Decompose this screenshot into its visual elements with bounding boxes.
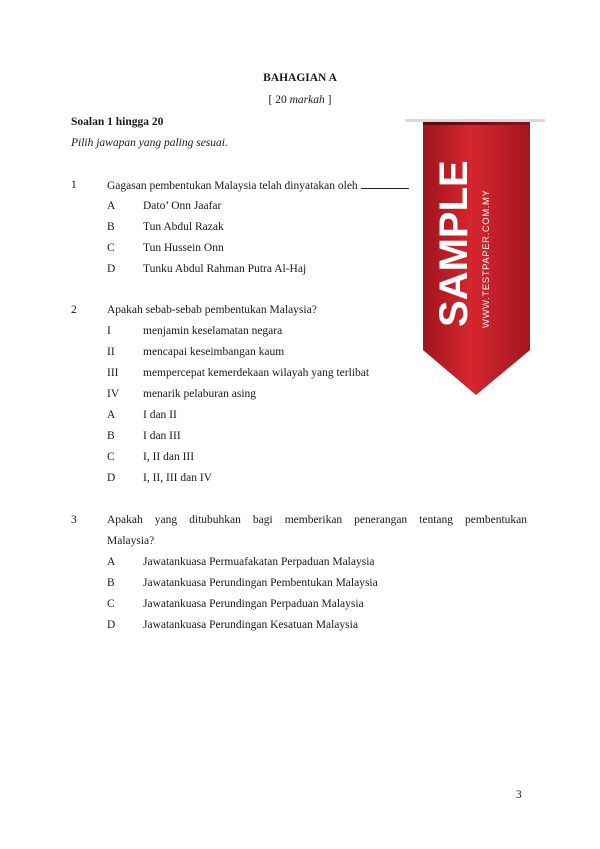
question-number: 2 [71, 304, 77, 316]
statement-numeral: IV [107, 388, 120, 400]
option-text: Tunku Abdul Rahman Putra Al-Haj [143, 263, 307, 275]
statement-text: menjamin keselamatan negara [143, 325, 283, 337]
option-letter: D [107, 263, 116, 275]
option-letter: A [107, 200, 116, 212]
section-title: BAHAGIAN A [263, 72, 337, 84]
question-text: Apakah sebab-sebab pembentukan Malaysia? [107, 304, 317, 316]
statement-numeral: II [107, 346, 115, 358]
question-text-content: Gagasan pembentukan Malaysia telah dinyatakan oleh [107, 180, 358, 192]
option-letter: D [107, 472, 116, 484]
option-text: Jawatankuasa Permuafakatan Perpaduan Malaysia [143, 556, 375, 568]
option-letter: B [107, 430, 115, 442]
ribbon-main-text: SAMPLE [432, 160, 476, 327]
page-number: 3 [516, 789, 522, 801]
statement-numeral: I [107, 325, 111, 337]
option-text: I, II, III dan IV [143, 472, 212, 484]
marks-close: ] [324, 94, 332, 106]
statement-numeral: III [107, 367, 119, 379]
option-text: I, II dan III [143, 451, 195, 463]
question-text-line-2: Malaysia? [107, 535, 155, 547]
option-text: Tun Abdul Razak [143, 221, 224, 233]
option-letter: D [107, 619, 116, 631]
ribbon-shelf [405, 119, 545, 122]
option-letter: C [107, 451, 115, 463]
option-text: Jawatankuasa Perundingan Perpaduan Malaysia [143, 598, 364, 610]
marks-value: 20 [275, 94, 287, 106]
option-letter: B [107, 221, 115, 233]
option-letter: A [107, 556, 116, 568]
answer-blank [361, 179, 409, 189]
question-range: Soalan 1 hingga 20 [71, 116, 164, 128]
statement-text: menarik pelaburan asing [143, 388, 257, 400]
question-text-line-1: Apakah yang ditubuhkan bagi memberikan penerangan tentang pembentukan [107, 514, 527, 526]
option-letter: A [107, 409, 116, 421]
option-text: Tun Hussein Onn [143, 242, 224, 254]
statement-text: mencapai keseimbangan kaum [143, 346, 285, 358]
option-letter: C [107, 598, 115, 610]
option-text: I dan III [143, 430, 181, 442]
marks-open: [ [268, 94, 276, 106]
sample-ribbon-watermark [405, 95, 545, 405]
question-number: 3 [71, 514, 77, 526]
option-text: Jawatankuasa Perundingan Pembentukan Malaysia [143, 577, 378, 589]
instruction-directive: Pilih jawapan yang paling sesuai. [71, 137, 228, 149]
marks-word: markah [289, 94, 325, 106]
option-letter: B [107, 577, 115, 589]
option-text: Dato’ Onn Jaafar [143, 200, 222, 212]
statement-text: mempercepat kemerdekaan wilayah yang terlibat [143, 367, 370, 379]
question-number: 1 [71, 179, 77, 191]
option-text: Jawatankuasa Perundingan Kesatuan Malaysia [143, 619, 358, 631]
option-text: I dan II [143, 409, 177, 421]
ribbon-sub-text: WWW.TESTPAPER.COM.MY [481, 189, 492, 328]
option-letter: C [107, 242, 115, 254]
